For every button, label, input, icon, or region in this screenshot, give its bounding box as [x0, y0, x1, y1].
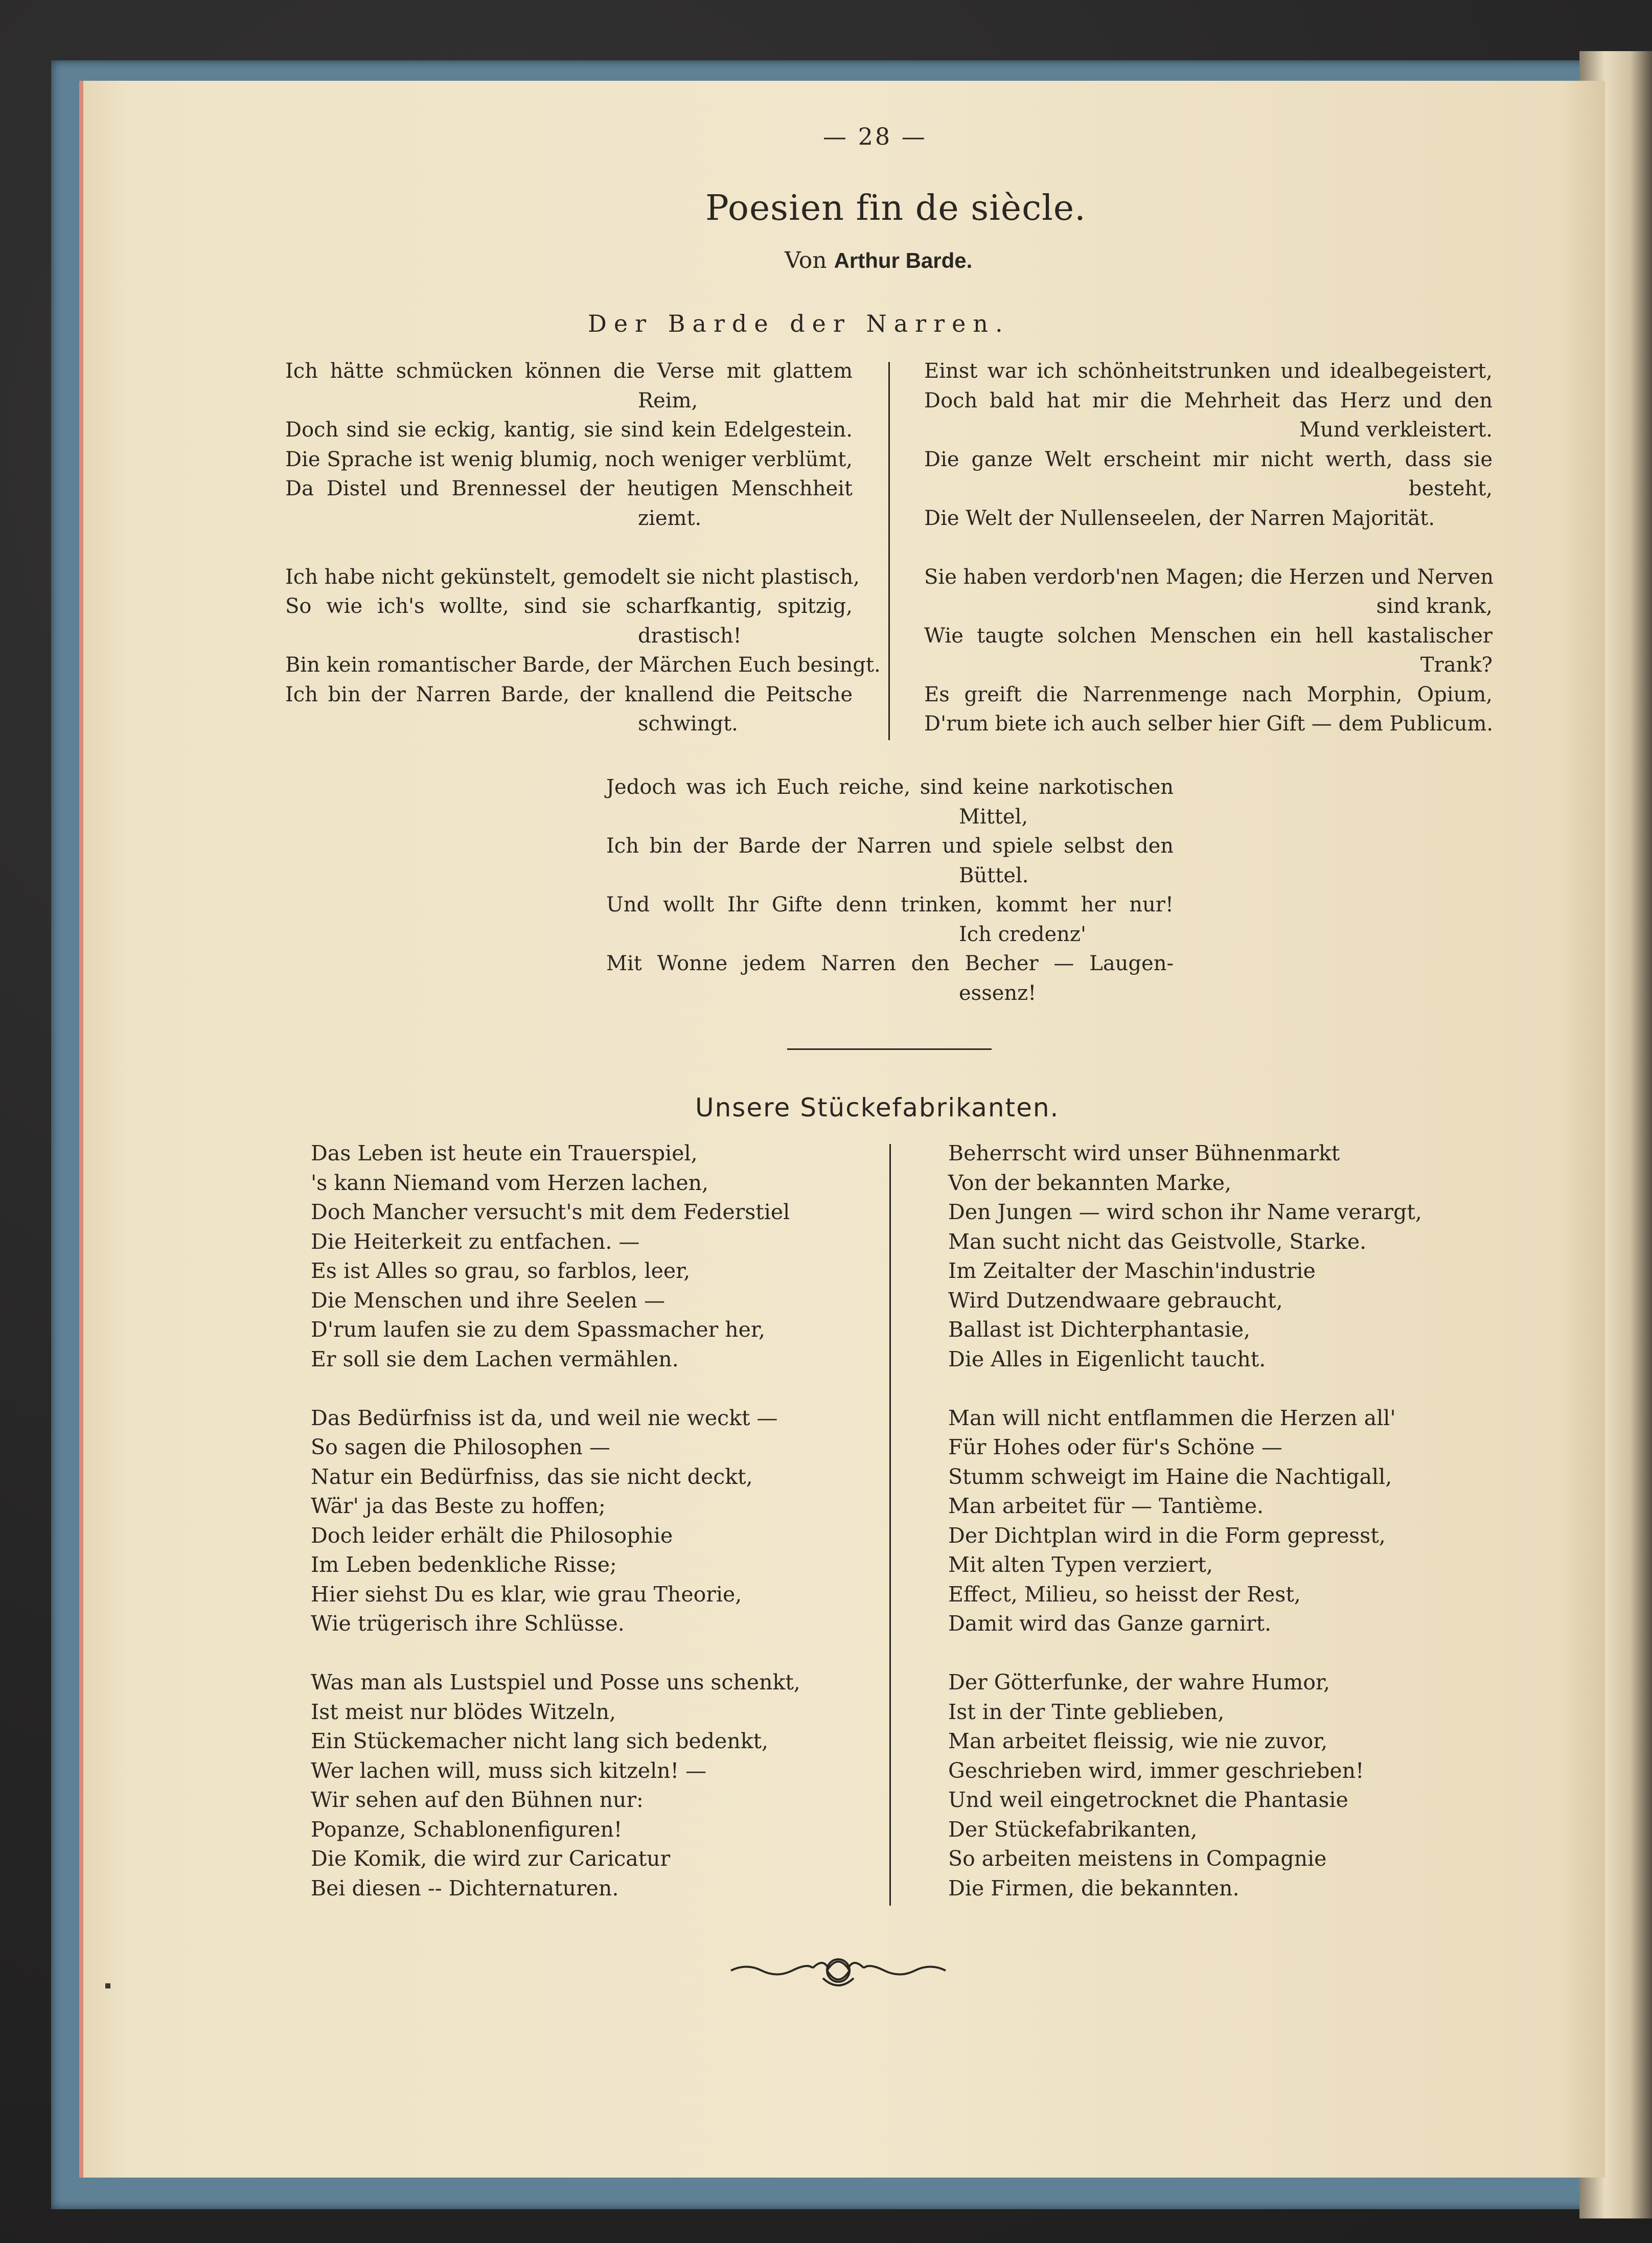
stanza-gap [311, 1639, 863, 1668]
verse-line: Doch sind sie eckig, kantig, sie sind kein Edelgestein. [285, 418, 853, 442]
section-divider [787, 1048, 992, 1050]
verse-line: Man arbeitet fleissig, wie nie zuvor, [948, 1729, 1328, 1753]
poem1-left-column [285, 357, 881, 739]
verse-line: Das Leben ist heute ein Trauerspiel, [311, 1141, 698, 1165]
byline-prefix: Von [785, 247, 827, 273]
verse-line: Das Bedürfniss ist da, und weil nie weckt — [311, 1405, 778, 1430]
stanza-gap [948, 1639, 1510, 1668]
verse-line [285, 533, 853, 563]
verse-line: Reim, [638, 388, 698, 413]
page-number: — 28 — [823, 123, 927, 150]
verse-line: Die Welt der Nullenseelen, der Narren Majorität. [924, 506, 1435, 530]
verse-line: Den Jungen — wird schon ihr Name verargt, [948, 1200, 1422, 1224]
verse-line: Die Komik, die wird zur Caricatur [311, 1846, 671, 1871]
verse-line: Die ganze Welt erscheint mir nicht werth, dass sie [924, 447, 1493, 471]
verse-line: Die Alles in Eigenlicht taucht. [948, 1346, 1266, 1371]
verse-line: Ist in der Tinte geblieben, [948, 1699, 1225, 1724]
verse-line: Büttel. [959, 863, 1029, 887]
verse-line: Wird Dutzendwaare gebraucht, [948, 1288, 1283, 1313]
column-divider [888, 362, 890, 740]
verse-line: So wie ich's wollte, sind sie scharfkantig, spitzig, [285, 594, 853, 618]
verse-line: Im Zeitalter der Maschin'industrie [948, 1258, 1316, 1283]
verse-line: Bin kein romantischer Barde, der Märchen Euch besingt. [285, 653, 881, 677]
verse-line: ziemt. [638, 506, 702, 530]
verse-line: Der Dichtplan wird in die Form gepresst, [948, 1523, 1386, 1548]
verse-line: Der Stückefabrikanten, [948, 1817, 1198, 1842]
verse-line: So arbeiten meistens in Compagnie [948, 1846, 1327, 1871]
verse-line: Ein Stückemacher nicht lang sich bedenkt, [311, 1729, 769, 1753]
verse-line: Ballast ist Dichterphantasie, [948, 1317, 1251, 1342]
verse-line: sind krank, [1376, 594, 1493, 618]
poem2-right-column [948, 1139, 1510, 1903]
verse-line: essenz! [959, 981, 1037, 1005]
verse-line: Wer lachen will, muss sich kitzeln! — [311, 1758, 707, 1783]
author-name: Arthur Barde. [834, 248, 973, 272]
poem2-left-column [311, 1139, 863, 1903]
verse-line: Damit wird das Ganze garnirt. [948, 1611, 1272, 1636]
verse-line: Mit alten Typen verziert, [948, 1552, 1213, 1577]
verse-line: Ist meist nur blödes Witzeln, [311, 1699, 616, 1724]
verse-line: Wär' ja das Beste zu hoffen; [311, 1494, 606, 1518]
verse-line: Die Sprache ist wenig blumig, noch weniger verblümt, [285, 447, 853, 471]
verse-line: Sie haben verdorb'nen Magen; die Herzen und Nerven [924, 565, 1494, 589]
poem1-closing-stanza [606, 773, 1174, 1008]
column-divider-2 [889, 1144, 891, 1906]
verse-line: Es greift die Narrenmenge nach Morphin, Opium, [924, 682, 1493, 706]
verse-line: Doch bald hat mir die Mehrheit das Herz und den [924, 388, 1493, 413]
verse-line: Es ist Alles so grau, so farblos, leer, [311, 1258, 691, 1283]
verse-line: Da Distel und Brennessel der heutigen Menschheit [285, 477, 853, 500]
page-title: Poesien fin de siècle. [705, 188, 1086, 228]
verse-line: Ich bin der Narren Barde, der knallend die Peitsche [285, 682, 853, 706]
verse-line: Der Götterfunke, der wahre Humor, [948, 1670, 1330, 1695]
verse-line: drastisch! [638, 624, 742, 648]
verse-line: Hier siehst Du es klar, wie grau Theorie, [311, 1582, 742, 1607]
verse-line: Natur ein Bedürfniss, das sie nicht deckt, [311, 1464, 753, 1489]
verse-line: D'rum biete ich auch selber hier Gift — dem Publicum. [924, 712, 1494, 736]
verse-line: Was man als Lustspiel und Posse uns schenkt, [311, 1670, 800, 1695]
verse-line: Jedoch was ich Euch reiche, sind keine narkotischen [606, 775, 1174, 799]
verse-line: Wie taugte solchen Menschen ein hell kastalischer [924, 624, 1493, 648]
verse-line: Popanze, Schablonenfiguren! [311, 1817, 623, 1842]
verse-line: Er soll sie dem Lachen vermählen. [311, 1346, 679, 1371]
verse-line: Stumm schweigt im Haine die Nachtigall, [948, 1464, 1392, 1489]
verse-line: Ich habe nicht gekünstelt, gemodelt sie nicht plastisch, [285, 565, 860, 589]
verse-line: Man sucht nicht das Geistvolle, Starke. [948, 1229, 1367, 1254]
verse-line [924, 533, 1493, 563]
verse-line: Und weil eingetrocknet die Phantasie [948, 1788, 1348, 1812]
verse-line: So sagen die Philosophen — [311, 1435, 610, 1459]
verse-line: Die Heiterkeit zu entfachen. — [311, 1229, 640, 1254]
poem1-right-column [924, 357, 1493, 739]
poem1-title: Der Barde der Narren. [588, 310, 1010, 337]
verse-line: Die Menschen und ihre Seelen — [311, 1288, 665, 1313]
ornament-icon [726, 1948, 951, 1994]
verse-line: Ich hätte schmücken können die Verse mit glattem [285, 359, 853, 383]
verse-line: Geschrieben wird, immer geschrieben! [948, 1758, 1364, 1783]
byline [785, 247, 972, 273]
verse-line: Bei diesen -- Dichternaturen. [311, 1875, 619, 1901]
verse-line: schwingt. [638, 712, 738, 736]
verse-line: besteht, [1408, 477, 1493, 500]
verse-line: Mittel, [959, 805, 1028, 829]
poem2-title: Unsere Stückefabrikanten. [695, 1093, 1060, 1123]
verse-line: Für Hohes oder für's Schöne — [948, 1435, 1282, 1459]
verse-line: Wir sehen auf den Bühnen nur: [311, 1788, 644, 1812]
verse-line: Mund verkleistert. [1299, 418, 1493, 442]
verse-line: Von der bekannten Marke, [948, 1170, 1232, 1195]
verse-line: Effect, Milieu, so heisst der Rest, [948, 1582, 1301, 1607]
verse-line: Trank? [1420, 653, 1493, 677]
verse-line: Die Firmen, die bekannten. [948, 1875, 1240, 1901]
ink-speck [105, 1983, 110, 1988]
verse-line: 's kann Niemand vom Herzen lachen, [311, 1170, 709, 1195]
verse-line: Ich credenz' [959, 922, 1086, 946]
verse-line: D'rum laufen sie zu dem Spassmacher her, [311, 1317, 766, 1342]
verse-line: Beherrscht wird unser Bühnenmarkt [948, 1141, 1340, 1165]
verse-line: Mit Wonne jedem Narren den Becher — Laugen- [606, 952, 1174, 975]
verse-line: Einst war ich schönheitstrunken und idealbegeistert, [924, 359, 1493, 383]
verse-line: Im Leben bedenkliche Risse; [311, 1552, 617, 1577]
verse-line: Doch Mancher versucht's mit dem Federstiel [311, 1200, 790, 1224]
stanza-gap [311, 1374, 863, 1404]
verse-line: Doch leider erhält die Philosophie [311, 1523, 673, 1548]
verse-line: Und wollt Ihr Gifte denn trinken, kommt her nur! [606, 893, 1174, 917]
verse-line: Man will nicht entflammen die Herzen all' [948, 1405, 1396, 1430]
verse-line: Ich bin der Barde der Narren und spiele selbst den [606, 834, 1174, 858]
stanza-gap [948, 1374, 1510, 1404]
verse-line: Wie trügerisch ihre Schlüsse. [311, 1611, 625, 1636]
verse-line: Man arbeitet für — Tantième. [948, 1494, 1264, 1518]
